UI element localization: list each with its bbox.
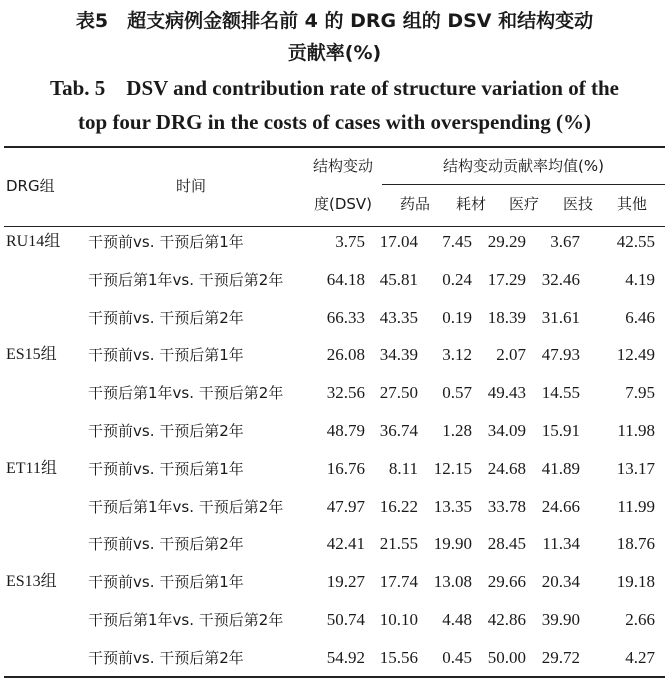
cell-drugs: 36.74 xyxy=(379,421,418,440)
cell-medical: 49.43 xyxy=(487,383,526,402)
cell-time: 干预后第1年vs. 干预后第2年 xyxy=(88,498,284,516)
cell-consumables: 13.35 xyxy=(433,497,472,516)
cell-technical: 29.72 xyxy=(541,648,580,667)
cell-medical: 29.66 xyxy=(487,572,526,591)
cell-consumables: 4.48 xyxy=(442,610,472,629)
cell-dsv: 16.76 xyxy=(326,459,365,478)
cell-technical: 24.66 xyxy=(541,497,580,516)
cell-technical: 3.67 xyxy=(550,232,580,251)
header-technical: 医技 xyxy=(562,195,593,213)
cell-drugs: 43.35 xyxy=(379,308,418,327)
header-dsv-line1: 结构变动 xyxy=(312,157,373,175)
cell-time: 干预前vs. 干预后第2年 xyxy=(88,422,244,440)
cell-consumables: 0.45 xyxy=(442,648,472,667)
cell-dsv: 66.33 xyxy=(326,308,365,327)
cell-dsv: 50.74 xyxy=(326,610,365,629)
cell-dsv: 32.56 xyxy=(326,383,365,402)
cell-time: 干预后第1年vs. 干预后第2年 xyxy=(88,384,284,402)
cell-other: 11.98 xyxy=(617,421,655,440)
cell-dsv: 47.97 xyxy=(326,497,365,516)
header-medical: 医疗 xyxy=(508,195,539,213)
cell-drugs: 8.11 xyxy=(388,459,418,478)
cell-drg-group: ET11组 xyxy=(6,460,57,477)
cell-consumables: 3.12 xyxy=(442,345,472,364)
cell-drugs: 15.56 xyxy=(379,648,418,667)
cell-other: 18.76 xyxy=(616,534,655,553)
cell-other: 12.49 xyxy=(616,345,655,364)
cell-medical: 2.07 xyxy=(496,345,526,364)
cell-drugs: 21.55 xyxy=(379,534,418,553)
cell-drugs: 10.10 xyxy=(379,610,418,629)
cell-time: 干预前vs. 干预后第2年 xyxy=(88,535,244,553)
cell-medical: 18.39 xyxy=(487,308,526,327)
cell-technical: 11.34 xyxy=(542,534,580,553)
cell-technical: 15.91 xyxy=(541,421,580,440)
cell-time: 干预前vs. 干预后第1年 xyxy=(88,346,244,364)
cell-dsv: 54.92 xyxy=(326,648,365,667)
cell-dsv: 48.79 xyxy=(326,421,365,440)
cell-drg-group: RU14组 xyxy=(6,233,61,250)
cell-consumables: 13.08 xyxy=(433,572,472,591)
cell-consumables: 12.15 xyxy=(433,459,472,478)
header-consumables: 耗材 xyxy=(455,195,486,213)
cell-dsv: 64.18 xyxy=(326,270,365,289)
cell-medical: 24.68 xyxy=(487,459,526,478)
header-other: 其他 xyxy=(616,195,647,213)
table-title-en-continued: top four DRG in the costs of cases with overspending (%) xyxy=(78,110,591,134)
cell-other: 11.99 xyxy=(617,497,655,516)
cell-consumables: 0.57 xyxy=(442,383,472,402)
table-header-rule xyxy=(4,226,665,227)
cell-drugs: 34.39 xyxy=(379,345,418,364)
cell-dsv: 19.27 xyxy=(326,572,365,591)
cell-medical: 28.45 xyxy=(487,534,526,553)
cell-drg-group: ES13组 xyxy=(6,573,57,590)
table-title-cn: 表5 超支病例金额排名前 4 的 DRG 组的 DSV 和结构变动 xyxy=(75,10,594,32)
cell-consumables: 0.19 xyxy=(442,308,472,327)
cell-other: 42.55 xyxy=(616,232,655,251)
cell-consumables: 7.45 xyxy=(442,232,472,251)
cell-time: 干预后第1年vs. 干预后第2年 xyxy=(88,271,284,289)
table-title-en: Tab. 5 DSV and contribution rate of structure variation of the xyxy=(50,76,619,100)
cell-consumables: 19.90 xyxy=(433,534,472,553)
cell-technical: 39.90 xyxy=(541,610,580,629)
cell-time: 干预前vs. 干预后第2年 xyxy=(88,309,244,327)
cell-drugs: 45.81 xyxy=(379,270,418,289)
cell-medical: 50.00 xyxy=(487,648,526,667)
cell-time: 干预前vs. 干预后第2年 xyxy=(88,649,244,667)
cell-drg-group: ES15组 xyxy=(6,346,57,363)
cell-drugs: 17.04 xyxy=(379,232,418,251)
cell-dsv: 3.75 xyxy=(335,232,365,251)
header-dsv-line2: 度(DSV) xyxy=(313,195,373,213)
cell-other: 19.18 xyxy=(616,572,655,591)
cell-drugs: 16.22 xyxy=(379,497,418,516)
header-time: 时间 xyxy=(176,177,207,195)
cell-dsv: 26.08 xyxy=(326,345,365,364)
table-bottom-rule xyxy=(4,676,665,678)
cell-time: 干预后第1年vs. 干预后第2年 xyxy=(88,611,284,629)
table-top-rule xyxy=(4,146,665,148)
cell-other: 2.66 xyxy=(625,610,655,629)
cell-technical: 31.61 xyxy=(541,308,580,327)
cell-medical: 42.86 xyxy=(487,610,526,629)
table-group-header-rule xyxy=(382,184,665,185)
cell-medical: 17.29 xyxy=(487,270,526,289)
cell-technical: 32.46 xyxy=(541,270,580,289)
cell-drugs: 27.50 xyxy=(379,383,418,402)
cell-technical: 47.93 xyxy=(541,345,580,364)
cell-time: 干预前vs. 干预后第1年 xyxy=(88,233,244,251)
cell-time: 干预前vs. 干预后第1年 xyxy=(88,460,244,478)
cell-drugs: 17.74 xyxy=(379,572,418,591)
cell-consumables: 0.24 xyxy=(442,270,472,289)
cell-other: 4.27 xyxy=(625,648,655,667)
header-drg-group: DRG组 xyxy=(6,177,55,195)
cell-consumables: 1.28 xyxy=(442,421,472,440)
table-title-cn-continued: 贡献率(%) xyxy=(287,42,382,64)
cell-dsv: 42.41 xyxy=(326,534,365,553)
cell-other: 6.46 xyxy=(625,308,655,327)
cell-medical: 29.29 xyxy=(487,232,526,251)
cell-medical: 34.09 xyxy=(487,421,526,440)
cell-technical: 41.89 xyxy=(541,459,580,478)
cell-time: 干预前vs. 干预后第1年 xyxy=(88,573,244,591)
cell-medical: 33.78 xyxy=(487,497,526,516)
cell-technical: 14.55 xyxy=(541,383,580,402)
cell-other: 13.17 xyxy=(616,459,655,478)
cell-other: 7.95 xyxy=(625,383,655,402)
cell-technical: 20.34 xyxy=(541,572,580,591)
header-contribution: 结构变动贡献率均值(%) xyxy=(443,157,604,175)
cell-other: 4.19 xyxy=(625,270,655,289)
header-drugs: 药品 xyxy=(399,195,430,213)
